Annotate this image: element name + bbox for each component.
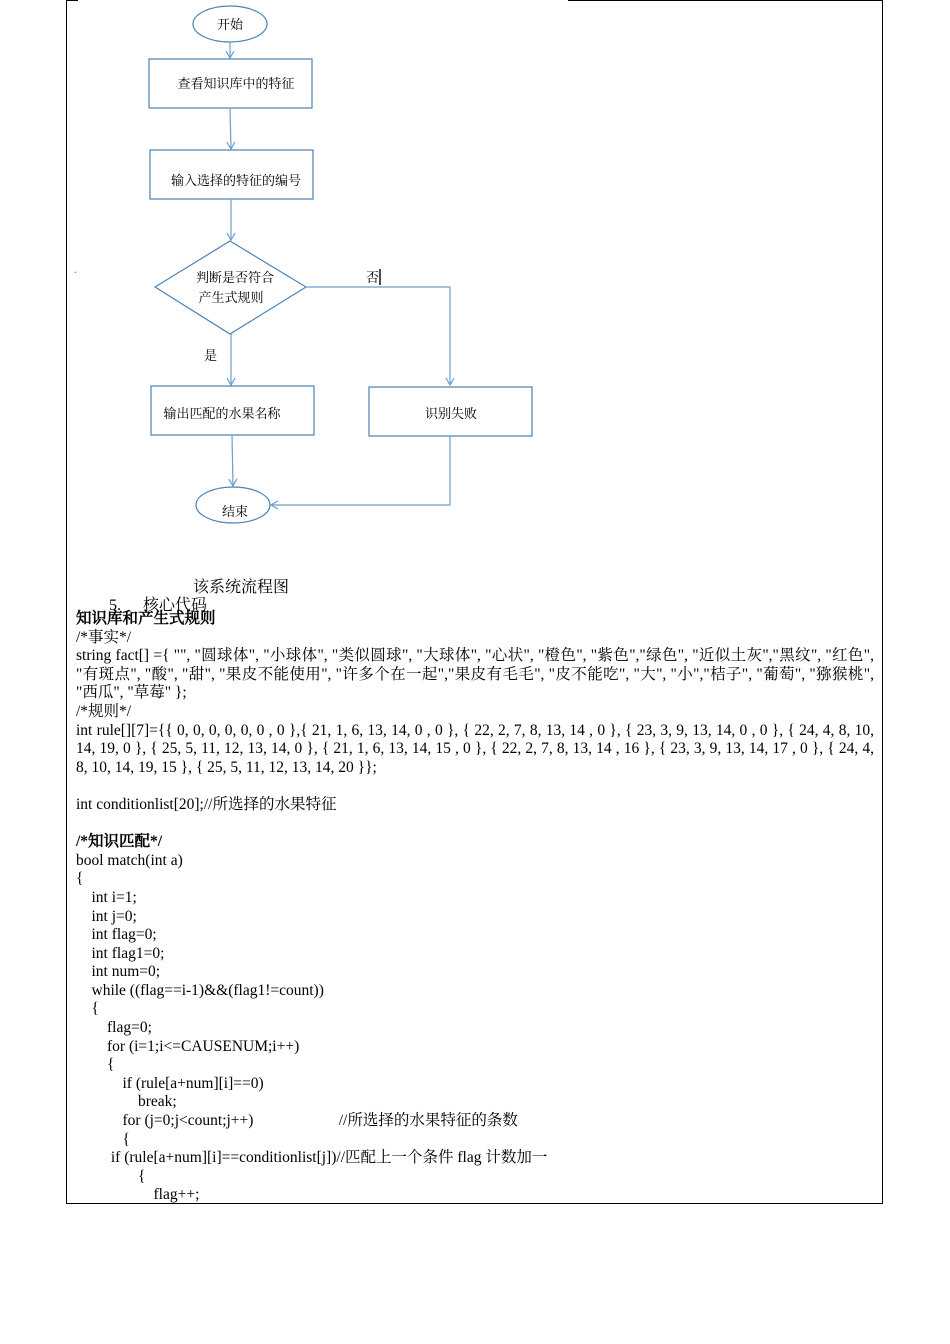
code-line: flag=0;: [76, 1019, 152, 1037]
code-line: bool match(int a): [76, 851, 183, 869]
code-line: int j=0;: [76, 907, 137, 925]
decision-label-line1: 判断是否符合: [195, 271, 275, 286]
blank-line: [76, 777, 874, 796]
code-line: for (j=0;j<count;j++) //所选择的水果特征的条数: [76, 1112, 518, 1130]
code-line: if (rule[a+num][i]==0): [76, 1074, 264, 1092]
code-line: int flag1=0;: [76, 944, 165, 962]
code-line: {: [76, 870, 84, 888]
start-label: 开始: [216, 18, 244, 33]
yes-label: 是: [204, 349, 218, 364]
code-line: break;: [76, 1093, 177, 1111]
facts-comment: /*事实*/: [76, 628, 132, 646]
section-number: 5.: [109, 597, 121, 614]
code-line: flag++;: [76, 1186, 200, 1204]
rules-comment: /*规则*/: [76, 702, 132, 720]
system-flowchart: [66, 0, 566, 540]
arrow-step1-step2: [230, 108, 231, 149]
facts-code: string fact[] ={ "", "圆球体", "小球体", "类似圆球", "大球体", "心状", "橙色", "紫色","绿色", "近似土灰","黑纹", "红色", "有斑点", "酸", "甜", "果皮不能使用", "许多个在一起","果皮有毛毛", "皮不能吃", "大", "小","桔子", "葡萄", "猕猴桃", "西瓜", "草莓" };: [76, 647, 874, 702]
arrow-fail-end: [271, 436, 450, 505]
decision-label-line2: 产生式规则: [198, 291, 264, 306]
step-input-feature-numbers-label: 输入选择的特征的编号: [170, 174, 302, 189]
rules-code: int rule[][7]={{ 0, 0, 0, 0, 0, 0 , 0 },{ 21, 1, 6, 13, 14, 0 , 0 }, { 22, 2, 7, 8, 13, 14 , 0 }, { 23, 3, 9, 13, 14, 0 , 0 }, { 24, 4, 8, 10, 14, 19, 0 }, { 25, 5, 11, 12, 13, 14, 0 }, { 21, 1, 6, 13, 14, 15 , 0 }, { 22, 2, 7, 8, 13, 14 , 16 }, { 23, 3, 9, 13, 14, 17 , 0 }, { 24, 4, 8, 10, 14, 19, 15 }, { 25, 5, 11, 12, 13, 14, 20 }};: [76, 721, 874, 776]
code-line: for (i=1;i<=CAUSENUM;i++): [76, 1037, 300, 1055]
conditionlist-declaration: int conditionlist[20];//所选择的水果特征: [76, 795, 337, 813]
code-line: {: [76, 1130, 130, 1148]
code-line: int num=0;: [76, 963, 161, 981]
code-content: [76, 610, 874, 1205]
flowchart-caption: 该系统流程图: [193, 579, 290, 596]
section-title: 核心代码: [143, 597, 208, 614]
step-view-features-label: 查看知识库中的特征: [177, 77, 295, 92]
no-label: 否: [366, 271, 380, 286]
arrow-output-end: [232, 435, 233, 486]
anchor-mark: ˇ: [74, 270, 77, 280]
kb-title: 知识库和产生式规则: [76, 610, 216, 627]
arrow-decision-no: [306, 287, 450, 385]
code-line: if (rule[a+num][i]==conditionlist[j])//匹配上一个条件 flag 计数加一: [76, 1149, 548, 1167]
code-line: while ((flag==i-1)&&(flag1!=count)): [76, 981, 324, 999]
code-line: int flag=0;: [76, 926, 157, 944]
blank-line: [76, 815, 874, 834]
match-comment: /*知识匹配*/: [76, 833, 163, 851]
code-line: {: [76, 1056, 115, 1074]
decision-node: [155, 241, 306, 334]
step-recognition-failed-label: 识别失败: [424, 407, 478, 422]
end-label: 结束: [221, 505, 249, 520]
code-line: {: [76, 1000, 99, 1018]
code-line: {: [76, 1167, 146, 1185]
code-line: int i=1;: [76, 888, 137, 906]
step-output-fruit-name-label: 输出匹配的水果名称: [163, 407, 281, 422]
